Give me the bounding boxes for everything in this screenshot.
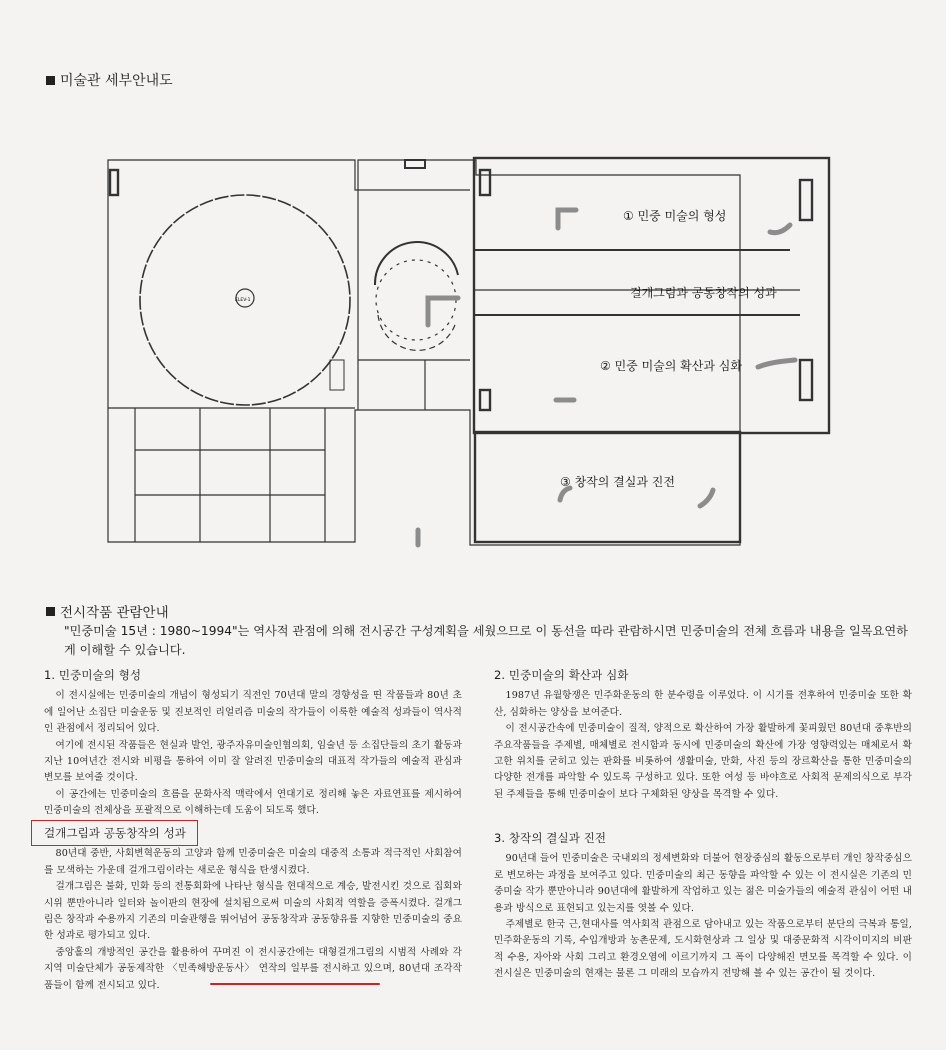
- intro-paragraph: "민중미술 15년 : 1980~1994"는 역사적 관점에 의해 전시공간 구성계획을 세웠으므로 이 동선을 따라 관람하시면 민중미술의 전체 흐름과 내용을 일목요연하게 이해할 수 있습니다.: [64, 624, 908, 657]
- zone1-label: ① 민중 미술의 형성: [623, 209, 727, 223]
- paragraph: 주제별로 한국 근,현대사를 역사회적 관점으로 담아내고 있는 작품으로부터 분단의 극복과 통일, 민주화운동의 기록, 수입개방과 농촌문제, 도시화현상과 그 일상 및 대중문화적 시각이미지의 비판적 수용, 자아와 사회 그리고 환경오염에 이르기까지 그 폭이 다양해진 면모를 목격할 수 있다. 이 전시실은 민중미술의 현재는 물론 그 미래의 모습까지 전망해 볼 수 있는 공간이 될 것이다.: [494, 919, 912, 980]
- section-fruition: [494, 830, 912, 983]
- section-expansion: [494, 667, 912, 803]
- highlight-underline: [210, 983, 380, 985]
- paragraph: 걸개그림은 불화, 민화 등의 전통회화에 나타난 형식을 현대적으로 계승, 발전시킨 것으로 집회와 시위 뿐만아니라 일터와 놀이판의 현장에 설치됨으로써 미술의 사회적 역할을 증폭시켰다. 걸개그림은 창작과 수용까지 기존의 미술관행을 뛰어넘어 공동창작과 공동향유를 지향한 민중미술의 중요한 성과로 평가되고 있다.: [44, 881, 462, 942]
- paragraph: 중앙홀의 개방적인 공간을 활용하여 꾸며진 이 전시공간에는 대형걸개그림의 시범적 사례와 각 지역 미술단체가 공동제작한 〈민족해방운동사〉 연작의 일부를 전시하고 있으며, 80년대 조각작품들이 함께 전시되고 있다.: [44, 946, 462, 991]
- zone2-label: ② 민중 미술의 확산과 심화: [600, 359, 742, 373]
- floor-plan: [100, 150, 840, 550]
- section-title: 1. 민중미술의 형성: [44, 668, 142, 682]
- section-title: 2. 민중미술의 확산과 심화: [494, 668, 629, 682]
- header-text: 미술관 세부안내도: [60, 73, 173, 89]
- paragraph: 여기에 전시된 작품들은 현실과 발언, 광주자유미술인협의회, 임술년 등 소집단들의 초기 활동과 지난 10여년간 전시와 비평을 통하여 이미 잘 알려진 민중미술의 대표적 작가들의 예술적 관심과 변모를 보여줄 것이다.: [44, 739, 462, 784]
- section-title: 3. 창작의 결실과 진전: [494, 831, 607, 845]
- paragraph: 이 전시실에는 민중미술의 개념이 형성되기 직전인 70년대 말의 경향성을 띤 작품들과 80년 초에 일어난 소집단 미술운동 및 진보적인 리얼리즘 미술의 작가들이 이룩한 예술적 성과들이 역사적인 관점에서 정리되어 있다.: [44, 690, 462, 735]
- section-header-guide: [46, 601, 169, 621]
- paragraph: 이 전시공간속에 민중미술이 질적, 양적으로 확산하여 가장 활발하게 꽃피웠던 80년대 중후반의 주요작품들을 주제별, 매체별로 전시함과 동시에 민중미술의 확산에 가장 영향력있는 매체로서 확고한 위치를 굳히고 있는 판화를 비롯하여 생활미술, 만화, 사진 등의 장르확산을 통한 민중미술의 다양한 전개를 파악할 수 있도록 구성하고 있다. 또한 여성 등 바야흐로 사회적 문제의식으로 부각된 주제들을 통해 민중미술이 보다 구체화된 양상을 목격할 수 있다.: [494, 723, 912, 800]
- section-header-map: [46, 70, 173, 90]
- guide-header-text: 전시작품 관람안내: [60, 605, 169, 621]
- section-banners: [44, 825, 462, 994]
- paragraph: 90년대 들어 민중미술은 국내외의 정세변화와 더불어 현장중심의 활동으로부터 개인 창작중심으로 변모하는 과정을 보여주고 있다. 민중미술의 최근 동향을 파악할 수 있는 이 전시실은 기존의 민중미술 작가 뿐만아니라 90년대에 활발하게 작업하고 있는 젊은 미술가들의 예술적 관심이 어떤 내용과 방식으로 표현되고 있는지를 엿볼 수 있다.: [494, 853, 912, 914]
- square-bullet-icon: [46, 76, 55, 85]
- square-bullet-icon: [46, 607, 55, 616]
- paragraph: 80년대 중반, 사회변혁운동의 고양과 함께 민중미술은 미술의 대중적 소통과 적극적인 사회참여를 모색하는 가운데 걸개그림이라는 새로운 형식을 탄생시켰다.: [44, 848, 462, 876]
- zone3-label: ③ 창작의 결실과 진전: [560, 475, 675, 489]
- elevator-label: ELEV-1: [235, 298, 251, 303]
- paragraph: 1987년 유월항쟁은 민주화운동의 한 분수령을 이루었다. 이 시기를 전후하여 민중미술 또한 확산, 심화하는 양상을 보여준다.: [494, 690, 912, 718]
- paragraph: 이 공간에는 민중미술의 흐름을 문화사적 맥락에서 연대기로 정리해 놓은 자료연표를 제시하여 민중미술의 전체상을 포괄적으로 이해하는데 도움이 되도록 했다.: [44, 788, 462, 817]
- section-title: 걸개그림과 공동창작의 성과: [44, 826, 187, 840]
- section-formation: [44, 667, 462, 820]
- zone-mid-label: 걸개그림과 공동창작의 성과: [630, 286, 777, 300]
